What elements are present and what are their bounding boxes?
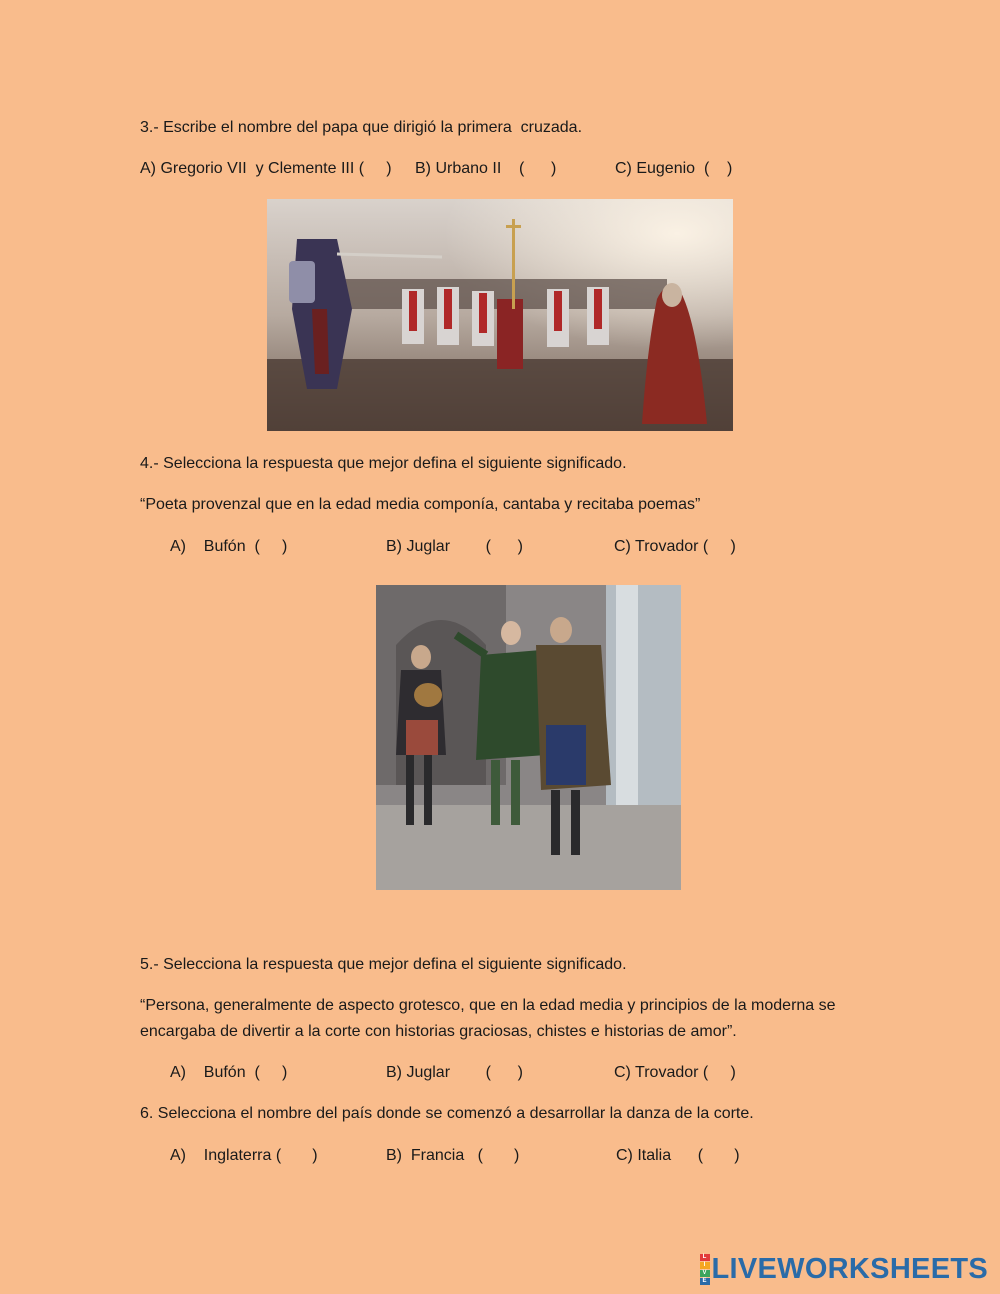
crusade-illustration bbox=[267, 199, 733, 431]
question-4-text: 4.- Selecciona la respuesta que mejor defina el siguiente significado. bbox=[140, 455, 627, 472]
question-5-quote-line-1: “Persona, generalmente de aspecto grotesco, que en la edad media y principios de la moderna se bbox=[140, 997, 836, 1014]
question-6-text: 6. Selecciona el nombre del país donde se comenzó a desarrollar la danza de la corte. bbox=[140, 1105, 754, 1122]
question-5-quote-line-2: encargaba de divertir a la corte con historias graciosas, chistes e historias de amor”. bbox=[140, 1023, 737, 1040]
q5-option-b[interactable]: B) Juglar ( ) bbox=[386, 1064, 523, 1081]
q3-option-a[interactable]: A) Gregorio VII y Clemente III ( ) bbox=[140, 160, 392, 177]
q3-option-b[interactable]: B) Urbano II ( ) bbox=[415, 160, 557, 177]
q6-option-c[interactable]: C) Italia ( ) bbox=[616, 1147, 740, 1164]
q5-option-a[interactable]: A) Bufón ( ) bbox=[170, 1064, 288, 1081]
logo-text: LIVEWORKSHEETS bbox=[711, 1252, 988, 1285]
question-3-text: 3.- Escribe el nombre del papa que dirigió la primera cruzada. bbox=[140, 119, 583, 136]
q6-option-b[interactable]: B) Francia ( ) bbox=[386, 1147, 520, 1164]
q4-option-a[interactable]: A) Bufón ( ) bbox=[170, 538, 288, 555]
liveworksheets-logo bbox=[700, 1252, 989, 1286]
q4-option-c[interactable]: C) Trovador ( ) bbox=[614, 538, 736, 555]
question-5-text: 5.- Selecciona la respuesta que mejor defina el siguiente significado. bbox=[140, 956, 627, 973]
troubadour-illustration bbox=[376, 585, 681, 890]
q6-option-a[interactable]: A) Inglaterra ( ) bbox=[170, 1147, 318, 1164]
q5-option-c[interactable]: C) Trovador ( ) bbox=[614, 1064, 736, 1081]
logo-blocks-icon: L I V E bbox=[700, 1254, 708, 1285]
q4-option-b[interactable]: B) Juglar ( ) bbox=[386, 538, 523, 555]
question-4-quote: “Poeta provenzal que en la edad media componía, cantaba y recitaba poemas” bbox=[140, 496, 701, 513]
q3-option-c[interactable]: C) Eugenio ( ) bbox=[615, 160, 733, 177]
